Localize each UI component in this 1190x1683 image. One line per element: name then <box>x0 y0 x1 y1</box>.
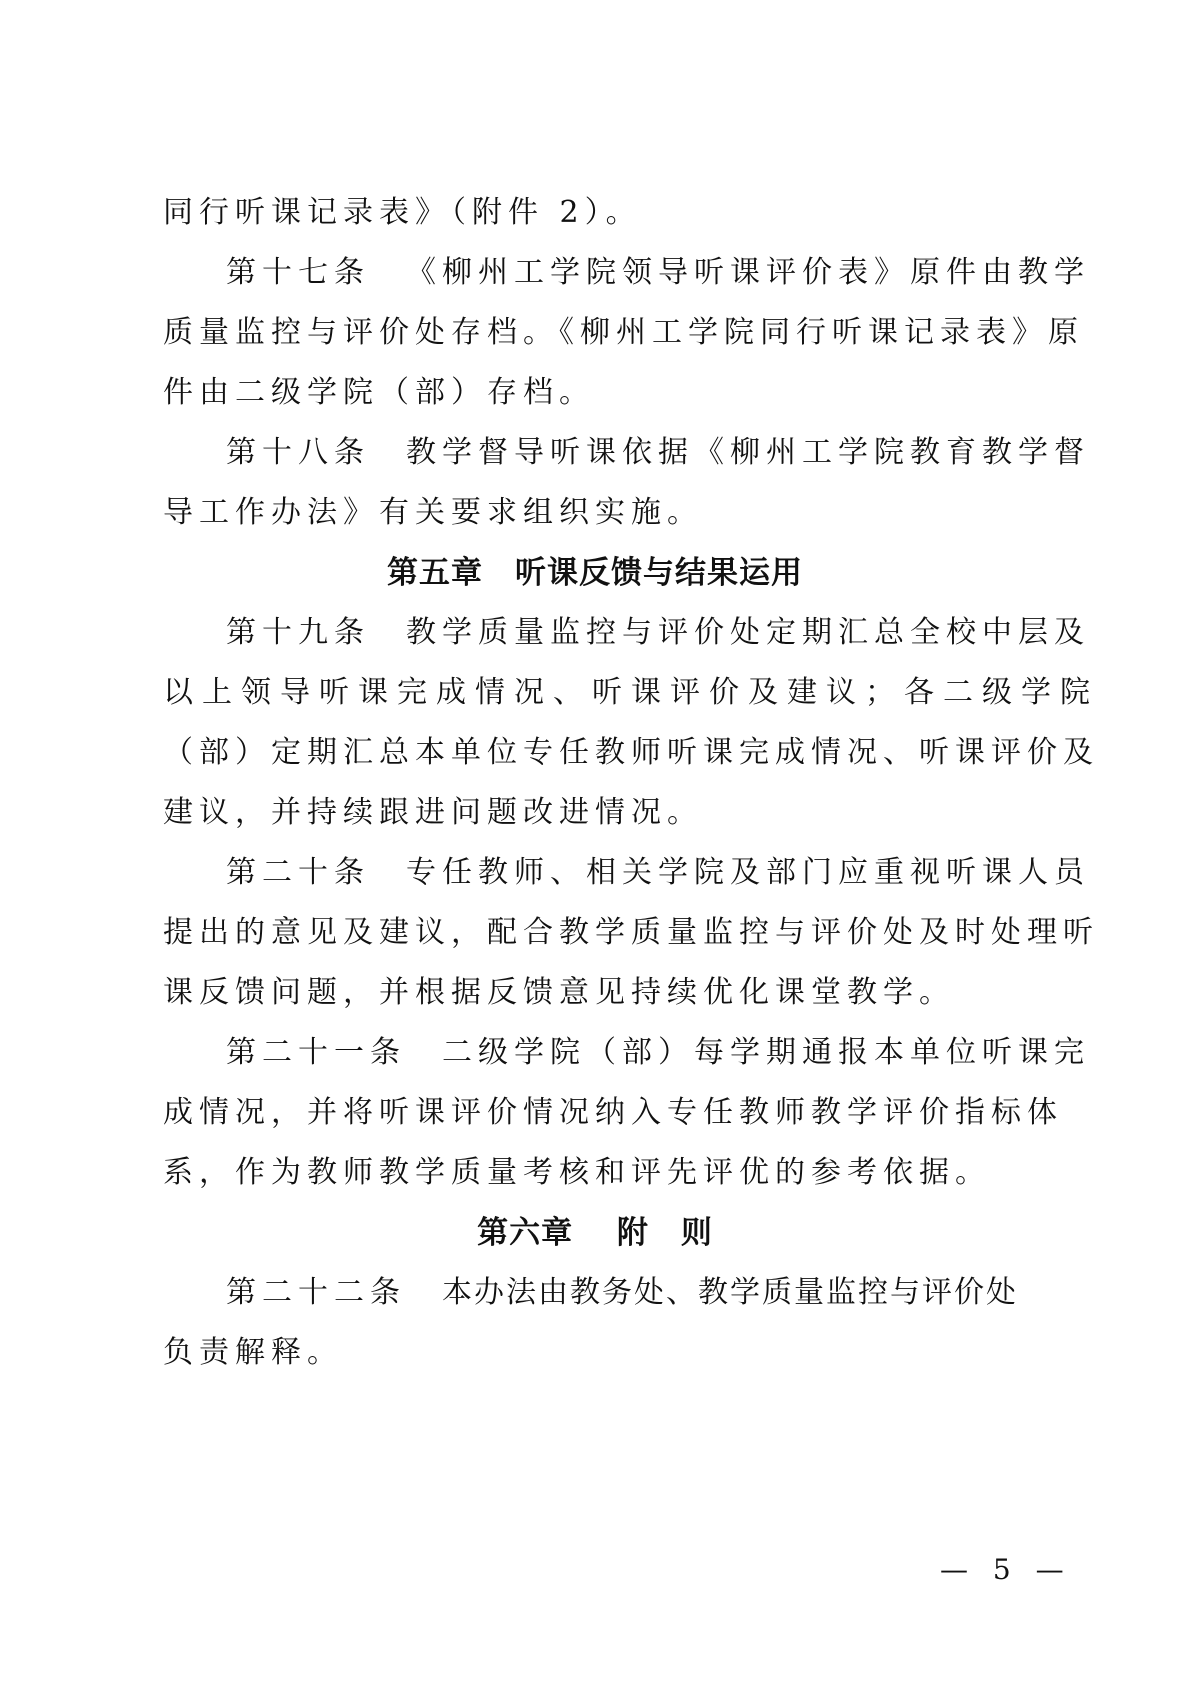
page-number: — 5 — <box>940 1553 1072 1586</box>
article-label: 第十九条 <box>226 615 370 650</box>
line-text: 以上领导听课完成情况、听课评价及建议；各二级学院 <box>163 675 1099 710</box>
line-text: 课反馈问题，并根据反馈意见持续优化课堂教学。 <box>163 975 955 1010</box>
article-19-line-2 <box>163 663 1099 723</box>
article-22-line-1 <box>226 1263 1018 1323</box>
article-20-line-3 <box>163 963 955 1023</box>
line-text: 提出的意见及建议，配合教学质量监控与评价处及时处理听 <box>163 915 1099 950</box>
article-22-line-2 <box>163 1323 343 1383</box>
article-19-line-1 <box>226 603 1090 663</box>
article-19-line-3 <box>163 723 1099 783</box>
article-label: 第十八条 <box>226 435 370 470</box>
line-text: 教学质量监控与评价处定期汇总全校中层及 <box>406 615 1090 650</box>
line-text: 建议，并持续跟进问题改进情况。 <box>163 795 703 830</box>
line-text: 教学督导听课依据《柳州工学院教育教学督 <box>406 435 1090 470</box>
line-text: 专任教师、相关学院及部门应重视听课人员 <box>406 855 1090 890</box>
article-20-line-1 <box>226 843 1090 903</box>
line-text: 导工作办法》有关要求组织实施。 <box>163 495 703 530</box>
article-21-line-3 <box>163 1143 991 1203</box>
article-21-line-2 <box>163 1083 1063 1143</box>
article-17-line-1 <box>226 243 1090 303</box>
line-text: 成情况，并将听课评价情况纳入专任教师教学评价指标体 <box>163 1095 1063 1130</box>
article-17-line-3 <box>163 363 595 423</box>
line-text: 二级学院（部）每学期通报本单位听课完 <box>442 1035 1090 1070</box>
line-text: 系，作为教师教学质量考核和评先评优的参考依据。 <box>163 1155 991 1190</box>
article-17-line-2 <box>163 303 1084 363</box>
chapter-5-heading: 第五章 听课反馈与结果运用 <box>387 555 803 591</box>
article-21-line-1 <box>226 1023 1090 1083</box>
line-text: 件由二级学院（部）存档。 <box>163 375 595 410</box>
article-label: 第二十二条 <box>226 1275 406 1310</box>
line-text: 质量监控与评价处存档。《柳州工学院同行听课记录表》原 <box>163 315 1084 350</box>
line-text: 负责解释。 <box>163 1335 343 1370</box>
article-label: 第二十一条 <box>226 1035 406 1070</box>
line-text: （部）定期汇总本单位专任教师听课完成情况、听课评价及 <box>163 735 1099 770</box>
article-18-line-1 <box>226 423 1090 483</box>
paragraph-line-1 <box>163 183 642 243</box>
article-19-line-4 <box>163 783 703 843</box>
line-text: 《柳州工学院领导听课评价表》原件由教学 <box>406 255 1090 290</box>
article-18-line-2 <box>163 483 703 543</box>
article-20-line-2 <box>163 903 1099 963</box>
line-text: 本办法由教务处、教学质量监控与评价处 <box>442 1275 1018 1310</box>
line-text: 同行听课记录表》（附件 2）。 <box>163 195 642 230</box>
article-label: 第十七条 <box>226 255 370 290</box>
article-label: 第二十条 <box>226 855 370 890</box>
chapter-6-heading: 第六章 附 则 <box>477 1215 713 1251</box>
